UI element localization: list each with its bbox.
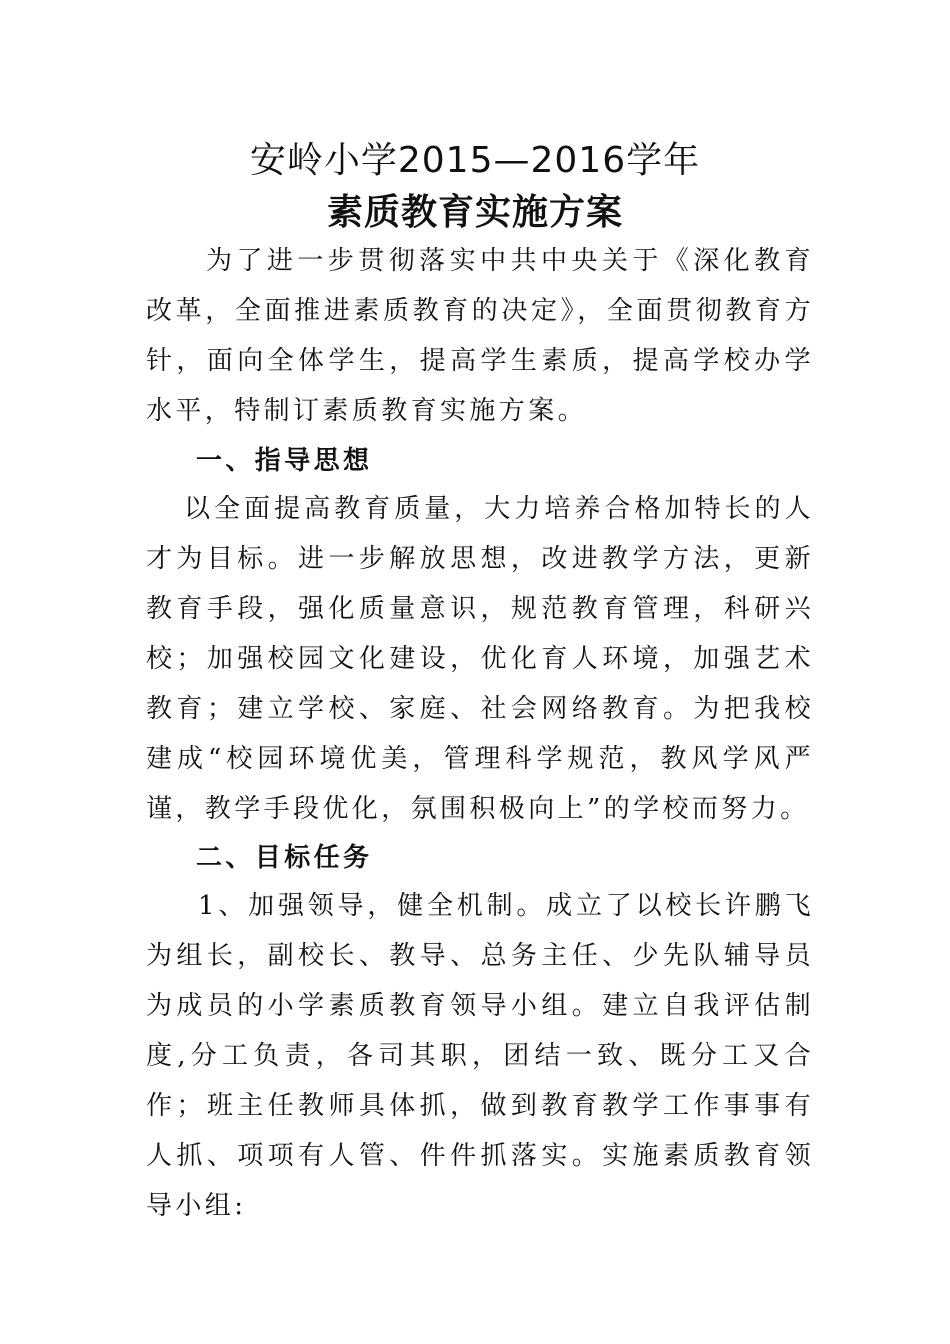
document-title-line1: 安岭小学2015—2016学年 [249, 140, 701, 181]
section1-paragraph: 以全面提高教育质量，大力培养合格加特长的人才为目标。进一步解放思想，改进教学方法，更新教育手段，强化质量意识，规范教育管理，科研兴校；加强校园文化建设，优化育人环境，加强艺术教育；建立学校、家庭、社会网络教育。为把我校建成“校园环境优美，管理科学规范，教风学风严谨，教学手段优化，氛围积极向上”的学校而努力。 [146, 494, 814, 824]
intro-paragraph: 为了进一步贯彻落实中共中央关于《深化教育改革，全面推进素质教育的决定》，全面贯彻教育方针，面向全体学生，提高学生素质，提高学校办学水平，特制订素质教育实施方案。 [146, 246, 814, 426]
section2-heading: 二、目标任务 [196, 843, 373, 873]
section2-item1-paragraph: 1、加强领导，健全机制。成立了以校长许鹏飞为组长，副校长、教导、总务主任、少先队辅导员为成员的小学素质教育领导小组。建立自我评估制度,分工负责，各司其职，团结一致、既分工又合作；班主任教师具体抓，做到教育教学工作事事有人抓、项项有人管、件件抓落实。实施素质教育领导小组: [146, 891, 814, 1221]
document-title-line2: 素质教育实施方案 [326, 192, 623, 233]
section1-heading: 一、指导思想 [196, 446, 373, 476]
